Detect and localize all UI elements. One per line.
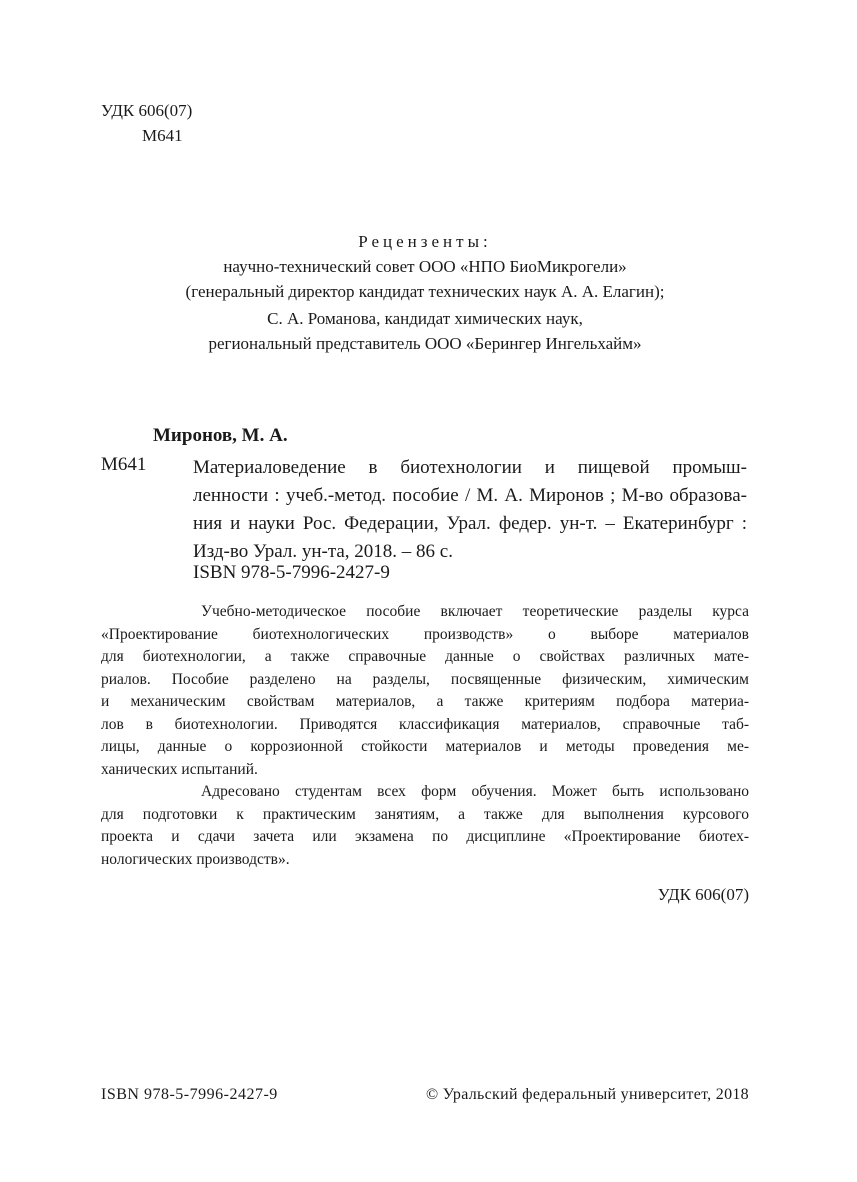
abstract-line: для биотехнологии, а также справочные данные о свойствах различных мате- xyxy=(101,648,749,665)
abstract-line: Адресовано студентам всех форм обучения. Может быть использовано xyxy=(201,783,749,800)
reviewer-1-line-1: научно-технический совет ООО «НПО БиоМикрогели» xyxy=(223,257,627,276)
abstract-line: риалов. Пособие разделено на разделы, посвященные физическим, химическим xyxy=(101,670,749,688)
abstract xyxy=(101,601,749,871)
biblio-line: ния и науки Рос. Федерации, Урал. федер. ун-т. – Екатеринбург : xyxy=(193,513,747,534)
reviewer-1-line-2: (генеральный директор кандидат технических наук А. А. Елагин); xyxy=(185,282,665,301)
abstract-line: для подготовки к практическим занятиям, а также для выполнения курсового xyxy=(101,805,749,823)
udk-block xyxy=(101,98,192,148)
udk-code: УДК 606(07) xyxy=(101,101,193,120)
author-sign-code: М641 xyxy=(142,126,183,145)
abstract-line: лицы, данные о коррозионной стойкости материалов и методы проведения ме- xyxy=(101,738,749,755)
reviewer-2-line-1: С. А. Романова, кандидат химических наук, xyxy=(267,309,583,328)
reviewers-title: Рецензенты: xyxy=(358,232,492,251)
biblio-line: Материаловедение в биотехнологии и пищевой промыш- xyxy=(193,457,747,478)
author-heading: Миронов, М. А. xyxy=(153,425,288,446)
footer-copyright: © Уральский федеральный университет, 2018 xyxy=(425,1086,749,1103)
udk-bottom: УДК 606(07) xyxy=(657,885,749,904)
abstract-line: и механическим свойствам материалов, а также критериям подбора материа- xyxy=(101,693,749,710)
reviewer-2-line-2: региональный представитель ООО «Берингер Ингельхайм» xyxy=(208,334,642,353)
isbn-main: ISBN 978-5-7996-2427-9 xyxy=(193,562,390,583)
biblio-line: Изд-во Урал. ун-та, 2018. – 86 с. xyxy=(193,541,453,562)
abstract-line: проекта и сдачи зачета или экзамена по дисциплине «Проектирование биотех- xyxy=(101,828,749,845)
bibliographic-description xyxy=(193,454,747,566)
abstract-line: ханических испытаний. xyxy=(101,760,258,778)
footer-isbn: ISBN 978-5-7996-2427-9 xyxy=(101,1086,278,1103)
biblio-line: ленности : учеб.-метод. пособие / М. А. Миронов ; М-во образова- xyxy=(193,485,747,506)
abstract-line: «Проектирование биотехнологических производств» о выборе материалов xyxy=(101,625,749,643)
abstract-line: лов в биотехнологии. Приводятся классификация материалов, справочные таб- xyxy=(101,715,749,733)
abstract-line: нологических производств». xyxy=(101,850,290,868)
abstract-line: Учебно-методическое пособие включает теоретические разделы курса xyxy=(201,603,749,620)
bibliography-code: М641 xyxy=(101,454,147,475)
